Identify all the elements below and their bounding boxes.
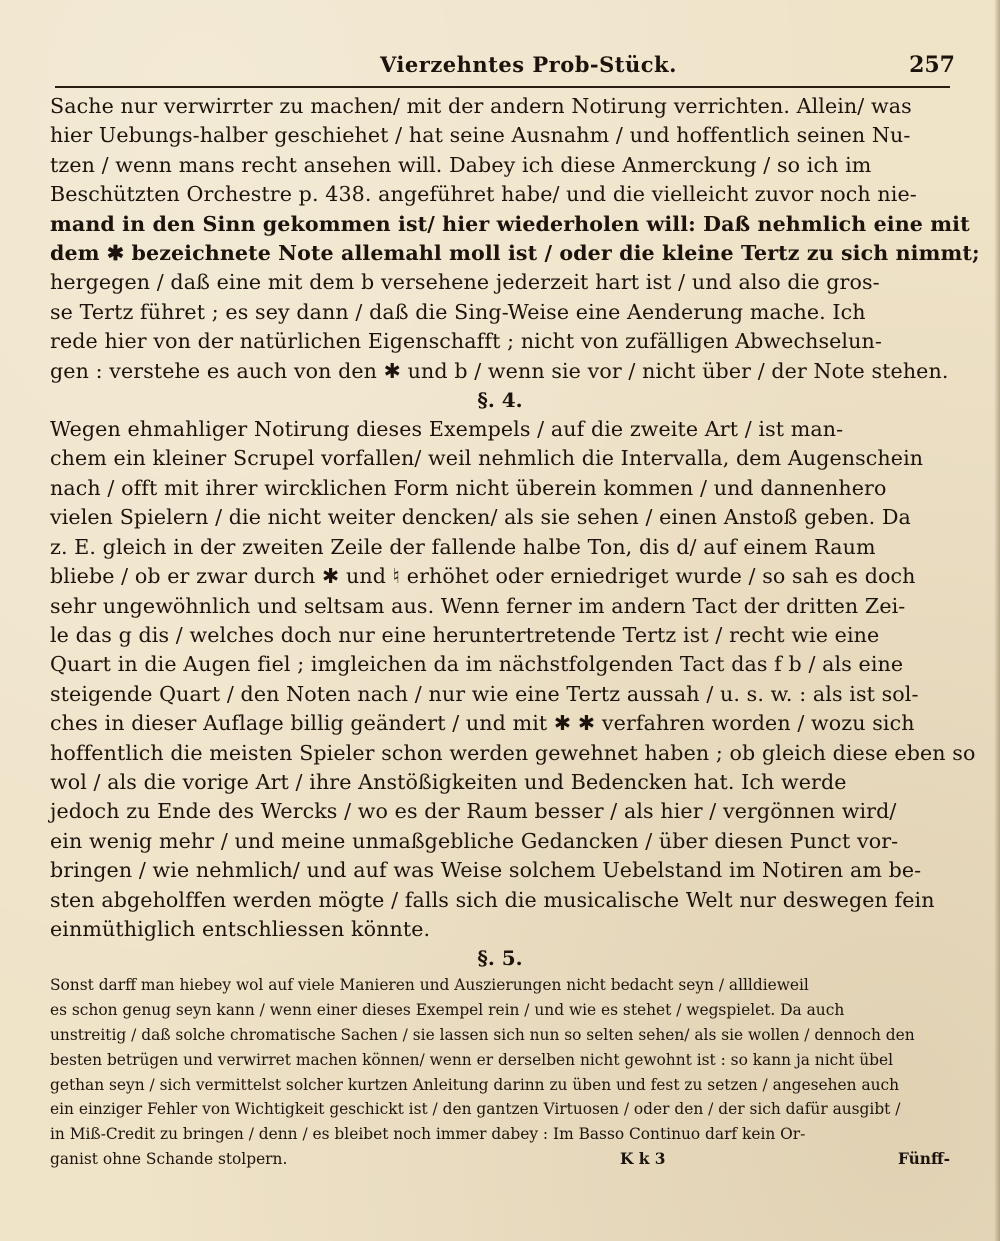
text-line: Sache nur verwirrter zu machen/ mit der andern Notirung verrichten. Allein/ was — [50, 94, 912, 118]
text-line: jedoch zu Ende des Wercks / wo es der Raum besser / als hier / vergönnen wird/ — [50, 799, 897, 824]
text-line: hier Uebungs-halber geschiehet / hat seine Ausnahm / und hoffentlich seinen Nu- — [50, 123, 911, 148]
text-line: se Tertz führet ; es sey dann / daß die Sing-Weise eine Aenderung mache. Ich — [50, 299, 866, 324]
text-line: Quart in die Augen fiel ; imgleichen da im nächstfolgenden Tact das f b / als eine — [50, 652, 904, 677]
header-rule — [55, 86, 950, 88]
final-line — [50, 1147, 950, 1172]
text-line: ches in dieser Auflage billig geändert / und mit ✱ ✱ verfahren worden / wozu sich — [50, 711, 915, 736]
text-line: gen : verstehe es auch von den ✱ und b / wenn sie vor / nicht über / der Note stehen. — [50, 358, 949, 383]
text-line: le das g dis / welches doch nur eine heruntertretende Tertz ist / recht wie eine — [50, 622, 880, 647]
text-line: mand in den Sinn gekommen ist/ hier wiederholen will: Daß nehmlich eine mit — [50, 211, 970, 236]
signature-mark: K k 3 — [620, 1149, 666, 1168]
text-line: ein wenig mehr / und meine unmaßgebliche Gedancken / über diesen Punct vor- — [50, 828, 899, 853]
text-line: z. E. gleich in der zweiten Zeile der fallende halbe Ton, dis d/ auf einem Raum — [50, 534, 876, 559]
text-line: rede hier von der natürlichen Eigenschafft ; nicht von zufälligen Abwechselun- — [50, 329, 882, 354]
last-text-line: ganist ohne Schande stolpern. — [50, 1149, 288, 1168]
text-line: ein einziger Fehler von Wichtigkeit geschickt ist / den gantzen Virtuosen / oder den / der sich dafür ausgibt / — [50, 1100, 901, 1119]
text-line: einmüthiglich entschliessen könnte. — [50, 916, 431, 941]
page-number: 257 — [909, 52, 955, 78]
paragraph-1 — [50, 92, 980, 386]
text-line: dem ✱ bezeichnete Note allemahl moll ist / oder die kleine Tertz zu sich nimmt; — [50, 241, 980, 266]
text-line: tzen / wenn mans recht ansehen will. Dabey ich diese Anmerckung / so ich im — [50, 152, 872, 177]
text-line: gethan seyn / sich vermittelst solcher kurtzen Anleitung darinn zu üben und fest zu setzen / angesehen auch — [50, 1075, 900, 1094]
text-line: sten abgeholffen werden mögte / falls sich die musicalische Welt nur deswegen fein — [50, 887, 935, 912]
paragraph-3 — [50, 973, 950, 1171]
text-line: Beschützten Orchestre p. 438. angeführet habe/ und die vielleicht zuvor noch nie- — [50, 182, 917, 207]
section-heading-5: §. 5. — [477, 946, 523, 971]
text-line: nach / offt mit ihrer wircklichen Form nicht überein kommen / und dannenhero — [50, 475, 887, 500]
text-line: wol / als die vorige Art / ihre Anstößigkeiten und Bedencken hat. Ich werde — [50, 769, 847, 794]
text-line: in Miß-Credit zu bringen / denn / es bleibet noch immer dabey : Im Basso Continuo darf kein Or- — [50, 1125, 806, 1144]
text-line: steigende Quart / den Noten nach / nur wie eine Tertz aussah / u. s. w. : als ist sol- — [50, 681, 919, 706]
text-line: sehr ungewöhnlich und seltsam aus. Wenn ferner im andern Tact der dritten Zei- — [50, 593, 906, 618]
text-line: vielen Spielern / die nicht weiter dencken/ als sie sehen / einen Anstoß geben. Da — [50, 505, 911, 530]
text-line: bliebe / ob er zwar durch ✱ und ♮ erhöhet oder erniedriget wurde / so sah es doch — [50, 564, 916, 589]
text-line: hergegen / daß eine mit dem b versehene jederzeit hart ist / und also die gros- — [50, 270, 880, 295]
text-line: Wegen ehmahliger Notirung dieses Exempels / auf die zweite Art / ist man- — [50, 417, 844, 442]
text-line: besten betrügen und verwirret machen können/ wenn er derselben nicht gewohnt ist : so kann ja nicht übel — [50, 1050, 894, 1069]
catchword: Fünff- — [897, 1149, 950, 1168]
text-line: bringen / wie nehmlich/ und auf was Weise solchem Uebelstand im Notiren am be- — [50, 858, 922, 883]
paragraph-2 — [50, 415, 976, 944]
text-line: Sonst darff man hiebey wol auf viele Manieren und Auszierungen nicht bedacht seyn / allldieweil — [50, 976, 809, 995]
text-body — [50, 92, 980, 1172]
text-line: hoffentlich die meisten Spieler schon werden gewehnet haben ; ob gleich diese eben so — [50, 740, 976, 765]
running-title: Vierzehntes Prob-Stück. — [380, 52, 677, 77]
text-line: unstreitig / daß solche chromatische Sachen / sie lassen sich nun so selten sehen/ als sie wollen / dennoch den — [50, 1025, 915, 1044]
page-edge-shadow — [994, 0, 1000, 1241]
section-heading-4: §. 4. — [477, 388, 523, 413]
text-line: chem ein kleiner Scrupel vorfallen/ weil nehmlich die Intervalla, dem Augenschein — [50, 446, 924, 471]
text-line: es schon genug seyn kann / wenn einer dieses Exempel rein / und wie es stehet / wegspielet. Da auch — [50, 1001, 845, 1020]
running-header — [50, 50, 955, 84]
